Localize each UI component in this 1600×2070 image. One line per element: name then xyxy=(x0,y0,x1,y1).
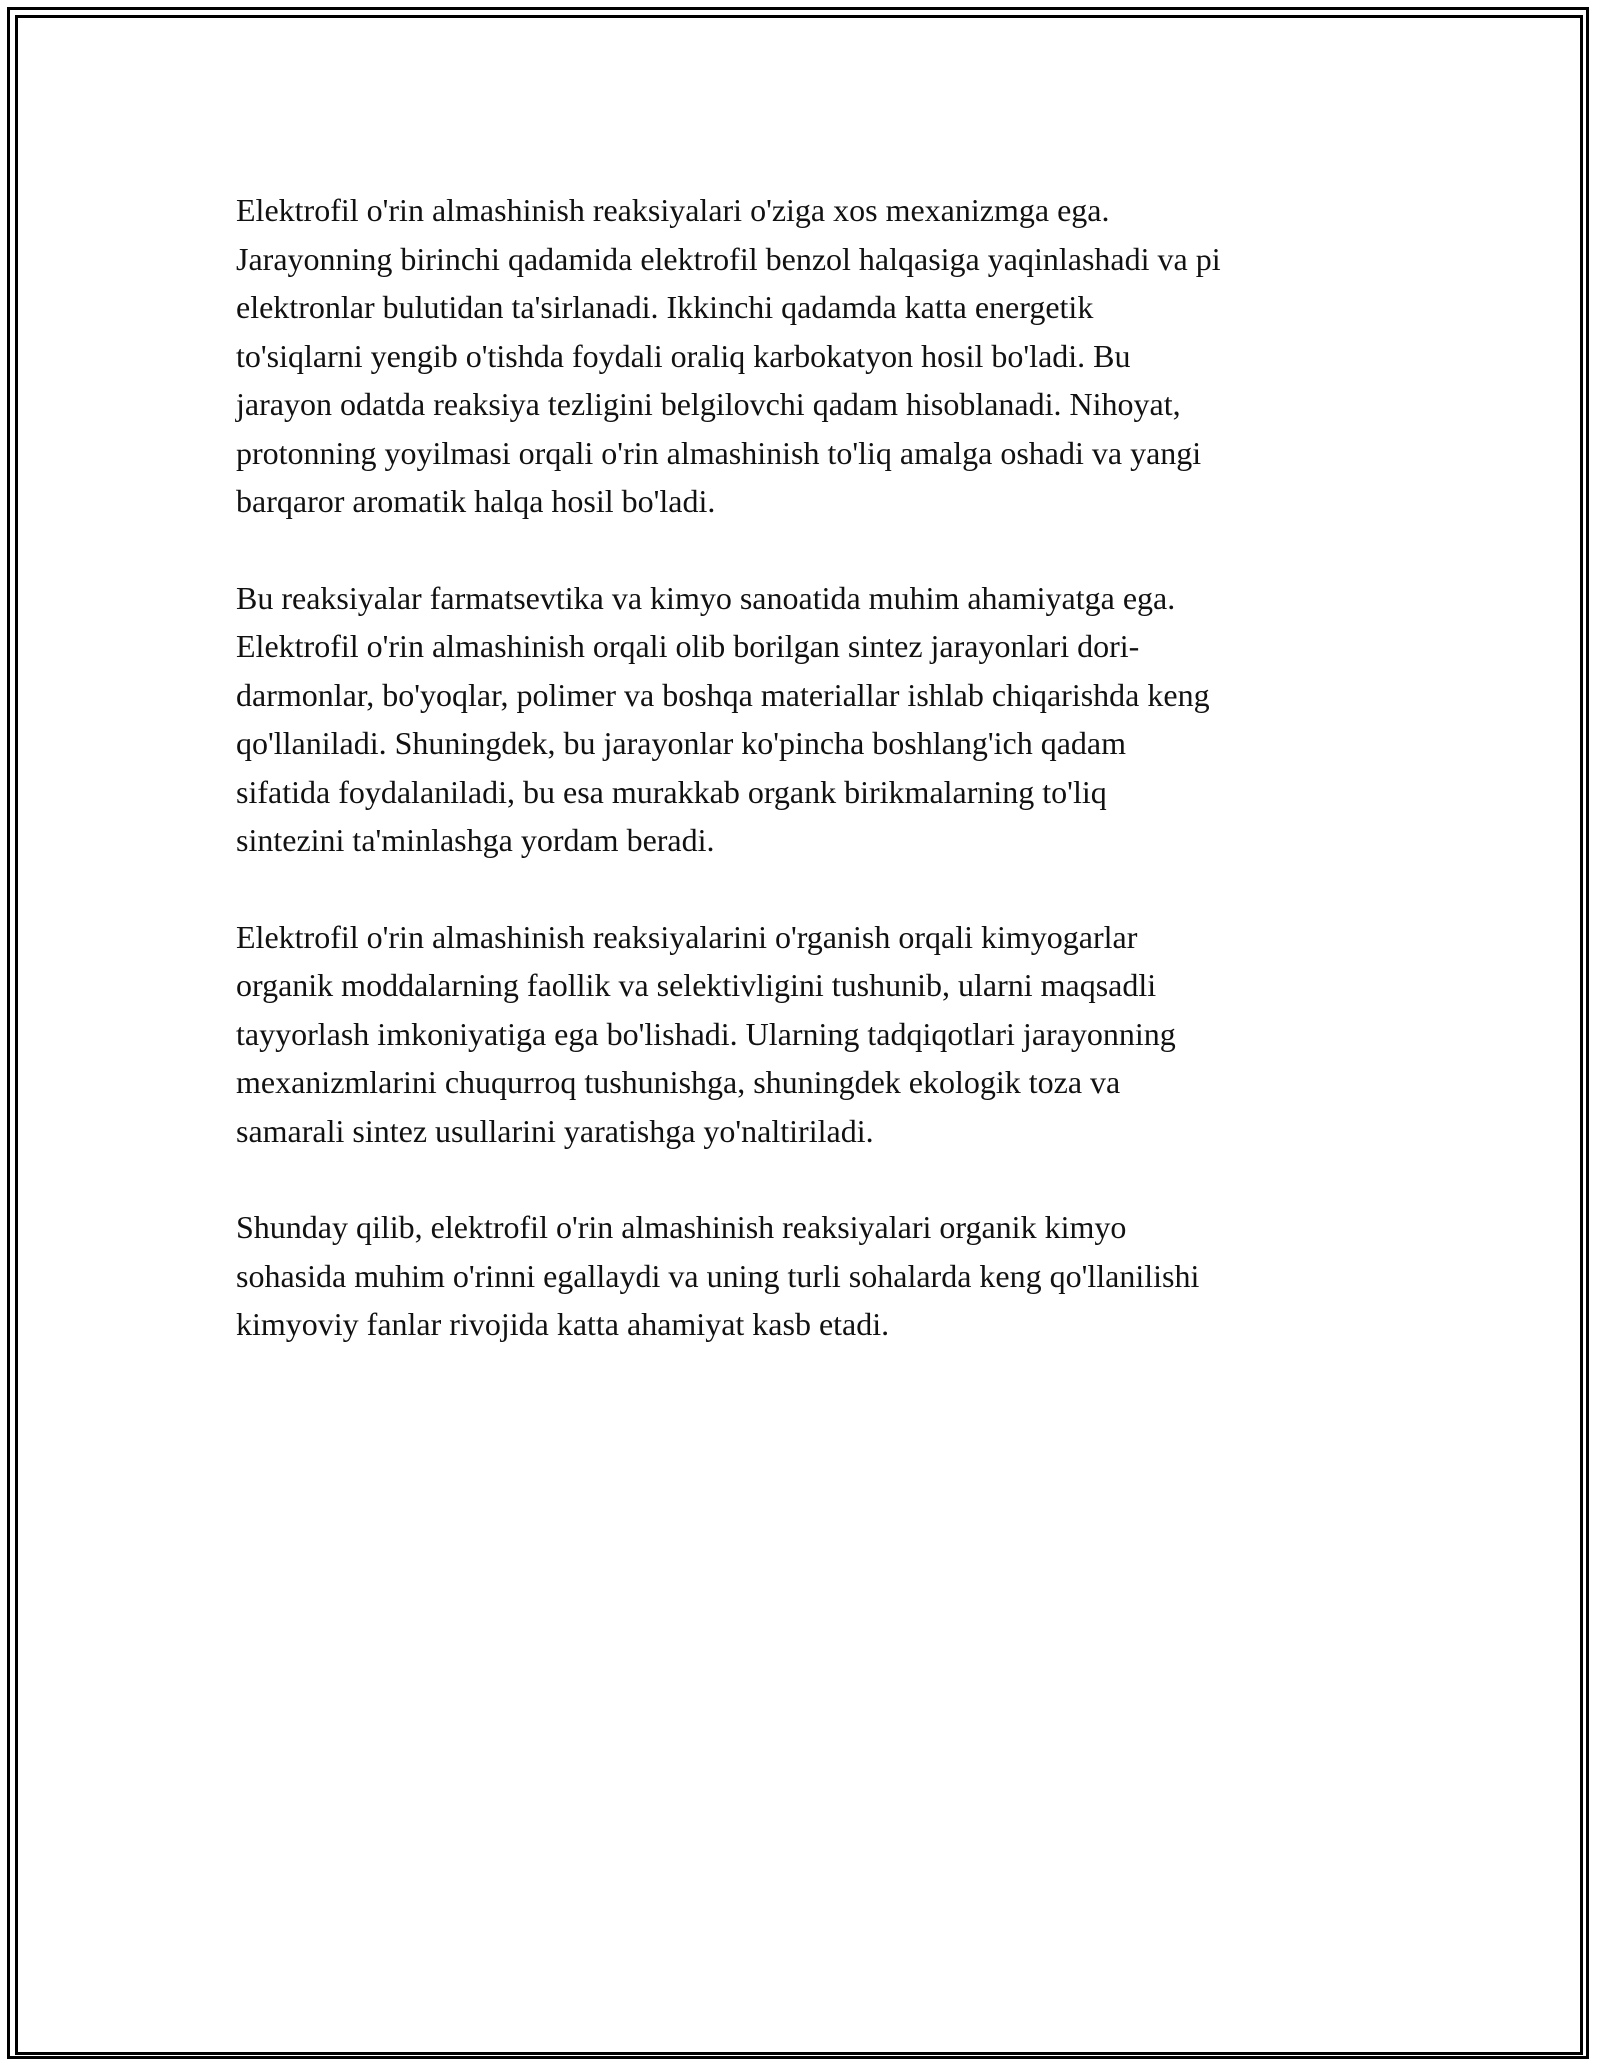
paragraph-line: mexanizmlarini chuqurroq tushunishga, shuningdek ekologik toza va xyxy=(236,1064,1121,1100)
paragraph-line: to'siqlarni yengib o'tishda foydali oraliq karbokatyon hosil bo'ladi. Bu xyxy=(236,337,1131,374)
paragraph-line: sohasida muhim o'rinni egallaydi va uning turli sohalarda keng qo'llanilishi xyxy=(236,1257,1200,1294)
paragraph-line: Jarayonning birinchi qadamida elektrofil benzol halqasiga yaqinlashadi va pi xyxy=(236,240,1221,277)
paragraph-line: Elektrofil o'rin almashinish orqali olib borilgan sintez jarayonlari dori- xyxy=(236,628,1140,664)
paragraph-line: sintezini ta'minlashga yordam beradi. xyxy=(236,822,715,858)
paragraph-line: organik moddalarning faollik va selektivligini tushunib, ularni maqsadli xyxy=(236,967,1157,1003)
paragraph-line: darmonlar, bo'yoqlar, polimer va boshqa materiallar ishlab chiqarishda keng xyxy=(236,676,1210,713)
paragraph-2 xyxy=(236,574,1376,865)
paragraph-line: jarayon odatda reaksiya tezligini belgilovchi qadam hisoblanadi. Nihoyat, xyxy=(236,386,1181,422)
paragraph-line: kimyoviy fanlar rivojida katta ahamiyat kasb etadi. xyxy=(236,1306,890,1342)
paragraph-4 xyxy=(236,1203,1376,1349)
paragraph-1 xyxy=(236,186,1376,526)
paragraph-line: samarali sintez usullarini yaratishga yo'naltiriladi. xyxy=(236,1112,874,1149)
paragraph-line: barqaror aromatik halqa hosil bo'ladi. xyxy=(236,483,716,519)
document-body xyxy=(236,186,1376,1397)
paragraph-line: Bu reaksiyalar farmatsevtika va kimyo sanoatida muhim ahamiyatga ega. xyxy=(236,579,1176,616)
paragraph-line: tayyorlash imkoniyatiga ega bo'lishadi. Ularning tadqiqotlari jarayonning xyxy=(236,1015,1176,1052)
paragraph-line: qo'llaniladi. Shuningdek, bu jarayonlar ko'pincha boshlang'ich qadam xyxy=(236,725,1126,761)
paragraph-line: sifatida foydalaniladi, bu esa murakkab organk birikmalarning to'liq xyxy=(236,773,1107,810)
paragraph-line: protonning yoyilmasi orqali o'rin almashinish to'liq amalga oshadi va yangi xyxy=(236,434,1202,471)
paragraph-line: Shunday qilib, elektrofil o'rin almashinish reaksiyalari organik kimyo xyxy=(236,1209,1127,1245)
paragraph-line: elektronlar bulutidan ta'sirlanadi. Ikkinchi qadamda katta energetik xyxy=(236,289,1094,325)
paragraph-line: Elektrofil o'rin almashinish reaksiyalarini o'rganish orqali kimyogarlar xyxy=(236,918,1138,955)
paragraph-3 xyxy=(236,913,1376,1156)
paragraph-line: Elektrofil o'rin almashinish reaksiyalari o'ziga xos mexanizmga ega. xyxy=(236,192,1110,228)
